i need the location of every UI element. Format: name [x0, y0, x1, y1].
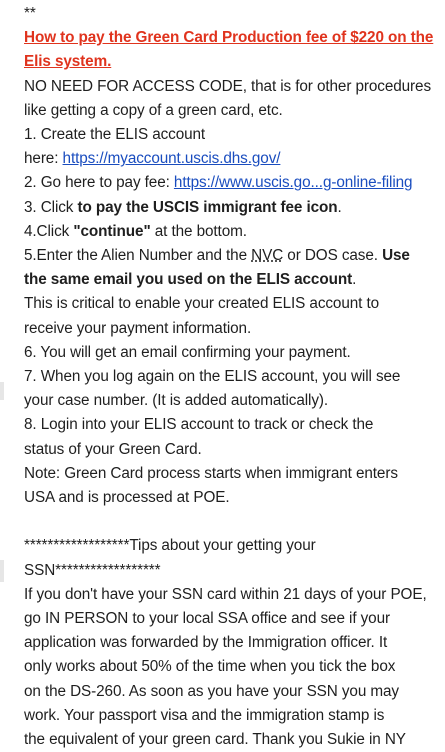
post-heading: How to pay the Green Card Production fee of $220 on the — [24, 29, 434, 47]
pay-fee-link[interactable]: https://www.uscis.go...g-online-filing — [173, 174, 413, 192]
step-1: 1. Create the ELIS account — [24, 126, 206, 144]
ssn-paragraph-line: on the DS-260. As soon as you have your SSN you may — [24, 682, 399, 700]
nvc-abbreviation: NVC — [251, 247, 284, 265]
tips-heading: SSN****************** — [24, 561, 161, 579]
step-7-continued: your case number. (It is added automatically). — [24, 392, 329, 410]
step-8-continued: status of your Green Card. — [24, 440, 202, 458]
step-7: 7. When you log again on the ELIS account, you will see — [24, 368, 401, 386]
ssn-paragraph-line: the equivalent of your green card. Thank you Sukie in NY — [24, 731, 406, 749]
post-marker: ** — [24, 5, 36, 22]
note-line: USA and is processed at POE. — [24, 489, 230, 507]
note-line: Note: Green Card process starts when immigrant enters — [24, 464, 398, 482]
left-edge-marker — [0, 560, 4, 582]
step-3: 3. Click to pay the USCIS immigrant fee icon. — [24, 198, 342, 216]
blank-line — [24, 510, 441, 534]
ssn-paragraph-line: application was forwarded by the Immigration officer. It — [24, 634, 388, 652]
post-heading: Elis system. — [24, 53, 112, 71]
step-5: 5.Enter the Alien Number and the NVC or DOS case. Use — [24, 247, 410, 265]
paragraph-line: receive your payment information. — [24, 319, 252, 337]
paragraph-line: NO NEED FOR ACCESS CODE, that is for other procedures — [24, 77, 431, 95]
ssn-paragraph-line: only works about 50% of the time when you tick the box — [24, 658, 396, 676]
ssn-paragraph-line: go IN PERSON to your local SSA office and see if your — [24, 610, 390, 628]
ssn-paragraph-line: work. Your passport visa and the immigration stamp is — [24, 706, 385, 724]
elis-account-link[interactable]: https://myaccount.uscis.dhs.gov/ — [62, 150, 281, 168]
step-6: 6. You will get an email confirming your payment. — [24, 343, 351, 361]
post-body — [24, 2, 441, 752]
paragraph-line: like getting a copy of a green card, etc. — [24, 101, 283, 119]
ssn-paragraph-line: If you don't have your SSN card within 21 days of your POE, — [24, 585, 427, 603]
step-2: 2. Go here to pay fee: https://www.uscis.go...g-online-filing — [24, 174, 413, 192]
step-4: 4.Click "continue" at the bottom. — [24, 222, 247, 240]
left-edge-marker — [0, 382, 4, 400]
step-5-continued: the same email you used on the ELIS account. — [24, 271, 357, 289]
step-8: 8. Login into your ELIS account to track or check the — [24, 416, 374, 434]
scrollbar[interactable] — [441, 0, 444, 750]
tips-heading: ******************Tips about your getting your — [24, 537, 316, 555]
paragraph-line: This is critical to enable your created ELIS account to — [24, 295, 380, 313]
step-1-link-line: here: https://myaccount.uscis.dhs.gov/ — [24, 150, 281, 168]
